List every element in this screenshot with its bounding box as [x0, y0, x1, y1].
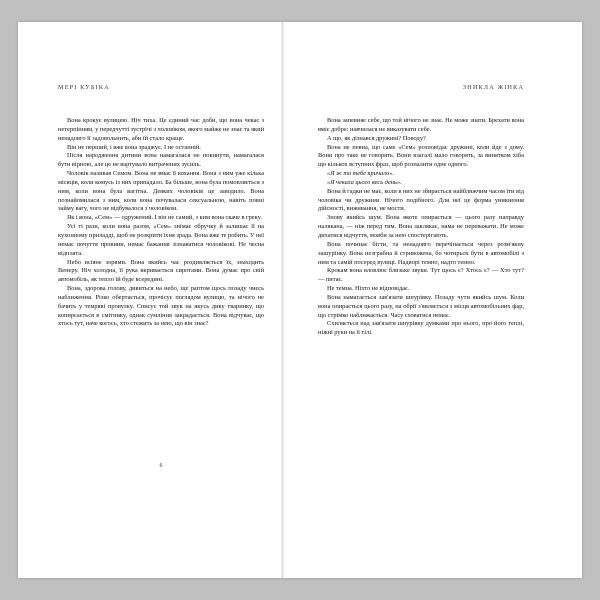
running-head-left: МЕРІ КУБІКА: [58, 84, 110, 91]
paragraph-italic: «Я ж то тебе кричало».: [327, 170, 395, 178]
right-page-column: [318, 84, 524, 338]
page-number: 6: [159, 462, 163, 469]
running-head-right: ЗНИКЛА ЖІНКА: [462, 84, 524, 91]
paragraph: Після народження дитини вона намагалася не покинути, намагалася бути вірною, але це не вартувало витрачених зусиль.: [58, 152, 264, 169]
paragraph: Вона, здорова голову, дивиться на небо, ще раптом щось позаду чиєсь наближення. Різко обертається, прочісує поглядом вулицю, та нічого не бачить у темряві провулку. Списує той звук на якусь дику тваринку, що копирсається в смітнику, однак сумління закрадається. Вона відчуває, що хтось тут, наче когось, хто стежить за нею, що він знає?: [58, 285, 264, 328]
left-page-column: [58, 84, 264, 329]
paragraph: Схиляється над зав'язати шнурівку думками про нього, про його теплі, ніжні руки на її тілі.: [318, 320, 524, 337]
paragraph: Вона намагається зав'язати шнурівку. Позаду чути якийсь шум. Коли вона опирається цього разу, на обрії з'являється з місця автомобільних фар, що стрімко наближається. Часу сховатися немає.: [318, 293, 524, 319]
paragraph: Вона й гадки не має, коли в них не збирається найближчим часом їти від чоловіка чи дружини. Нічого подібного. Для неї це форма уникнення дійсності, виживання, не мости.: [318, 187, 524, 213]
paragraph-italic: «Я чекала цього весь день».: [327, 178, 402, 186]
paragraph: Вона починає бігти, та ненадовго перечіпається через розм'якну зашурінку. Вона незграбна й стривожена, бо чотирьох бути в автомобілі з ним та самій посеред вулиці. Надворі темно, надто темно.: [318, 240, 524, 266]
paragraph: Не темна. Ніхто не відповідає.: [327, 285, 410, 293]
paragraph: Вона запевняє себе, що той нічого не знає. Не може знати. Брехати вона вміє добре: навчилася не виказувати себе.: [318, 117, 524, 133]
paragraph: Як і вона, «Сем» — одружений. І він не самий, з ким вона скаче в греку.: [67, 214, 262, 222]
paragraph: Він не перший, і вже вона зраджує. І не останній.: [67, 143, 201, 151]
book-gutter: [281, 22, 284, 578]
paragraph: А що, як дізнався дружині? Поводу?: [327, 134, 426, 142]
paragraph: Усі ті рази, коли вона разом, «Сем» знімає обручку й залишає її на кухонному приладді, щоб не розкрити їхня зрада. Вона вже те робить. У неї немає почуття провини, немає бажання зізнаватися чоловікові. Не чесна відплата.: [58, 223, 264, 257]
paragraph: Чоловік називав Семом. Вона не вмає її кохання. Вона з ним уже кілька місяців, коли комусь із них припадало. Ба більше, вона була помовляється з ним, коли вона була вагітна. Деяких чоловіків це заводило. Вона познайомилася з ним, коли вона почувалася сексуальною, навіть повні займу вагу, чого не відбувалося з чоловіком.: [58, 170, 264, 213]
paragraph: Небо всіяне зорями. Вона якийсь час роздивляється їх, знаходить Венеру. Ніч холодна, її рука вкривається сиротами. Вона думає про свій автомобіль, як тепло їй буде всередині.: [58, 258, 264, 284]
paragraph: Крокам вона вловлює близьке звуки. Тут щось є? Хтось є? — Хто тут? — питає.: [318, 267, 524, 284]
paragraph: Знову якийсь шум. Вона якоте опирається — цього разу направду налякана, — ніж перед тим. Вона заклякає, нама не переважати. Не може дихатися відчуття, мовби за нею спостерігають.: [318, 214, 524, 239]
paragraph: Вона не певна, що саме «Сем» розповідає дружині, коли йде з дому. Вони про таке не говорять. Вони взагалі мало говорять, за винятком хіба що кількох вступних фраз, щоб розпалити одне одного.: [318, 143, 524, 169]
paragraph: Вона крокує вулицею. Ніч тиха. Це єдиний час доби, що вона чекає з нетерпінням, у передчутті зустрічі з чоловіком, якого майже не знає та який ненадовго її задовольнить, аби їй стало краще.: [58, 117, 264, 142]
